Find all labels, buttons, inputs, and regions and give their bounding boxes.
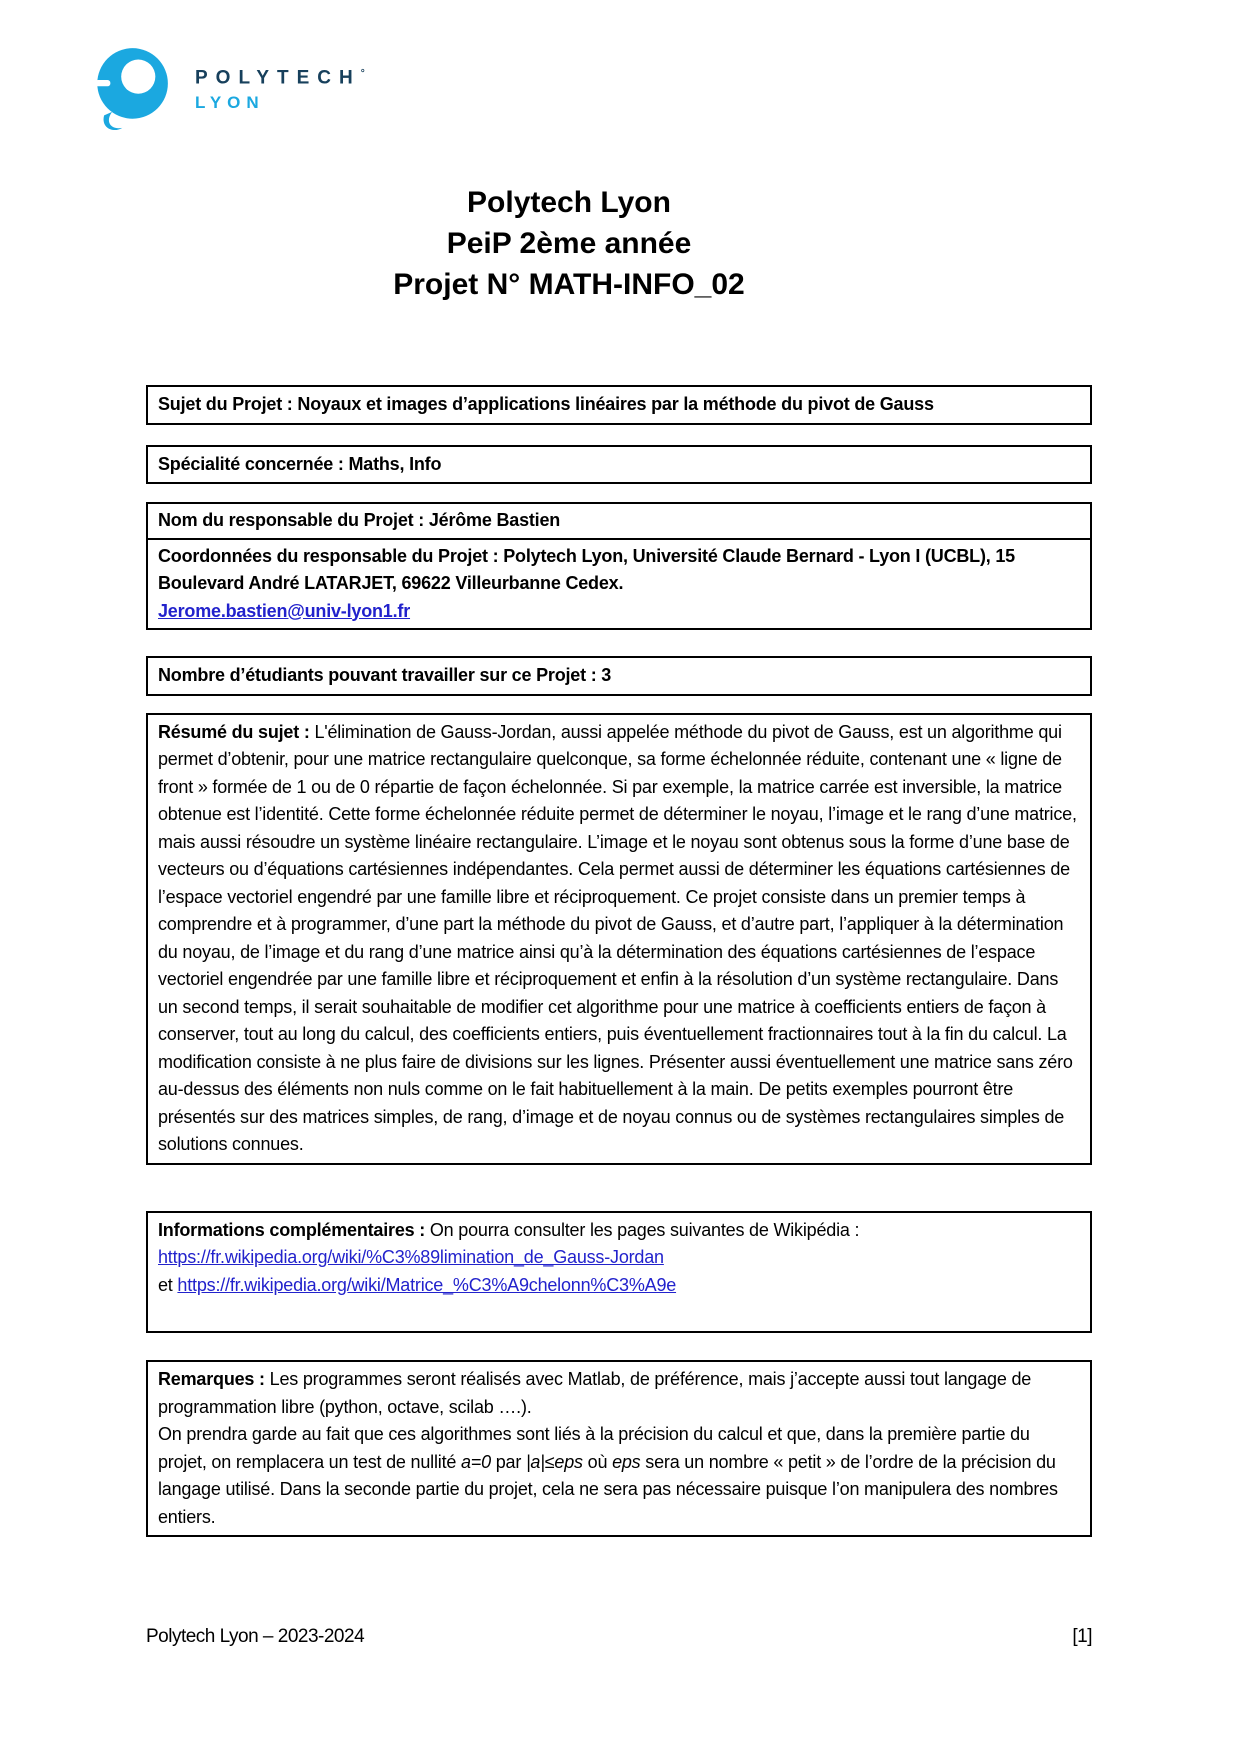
supervisor-box xyxy=(146,502,1092,630)
brand-label: POLYTECH xyxy=(195,67,361,89)
students-box xyxy=(146,656,1092,696)
brand-name xyxy=(195,63,365,89)
remarks-math-abs-eps: |a|≤eps xyxy=(525,1451,583,1472)
summary-text: L'élimination de Gauss-Jordan, aussi appelée méthode du pivot de Gauss, est un algorithme qui permet d’obtenir, pour une matrice rectangulaire quelconque, sa forme échelonnée réduite, contenant une « ligne de front » formée de 1 ou de 0 répartie de façon échelonnée. Si par exemple, la matrice carrée est inversible, la matrice obtenue est l’identité. Cette forme échelonnée réduite permet de déterminer le noyau, l’image et le rang d’une matrice, mais aussi résoudre un système linéaire rectangulaire. L’image et le noyau sont obtenus sous la forme d’une base de vecteurs ou d’équations cartésiennes indépendantes. Cela permet aussi de déterminer les équations cartésiennes de l’espace vectoriel engendré par une famille libre et réciproquement. Ce projet consiste dans un premier temps à comprendre et à programmer, d’une part la méthode du pivot de Gauss, et d’autre part, l’appliquer à la détermination du noyau, de l’image et du rang d’une matrice ainsi qu’à la détermination des équations cartésiennes de l’espace vectoriel engendrée par une famille libre et réciproquement et enfin à la résolution d’un système rectangulaire. Dans un second temps, il serait souhaitable de modifier cet algorithme pour une matrice à coefficients entiers de façon à conserver, tout au long du calcul, des coefficients entiers, puis éventuellement fractionnaires tout à la fin du calcul. La modification consiste à ne plus faire de divisions sur les lignes. Présenter aussi éventuellement une matrice sans zéro au-dessus des éléments non nuls comme on le fait habituellement à la main. De petits exemples pourront être présentés sur des matrices simples, de rang, d’image et de noyau connus ou de systèmes rectangulaires simples de solutions connues. xyxy=(158,721,1077,1154)
polytech-p-icon xyxy=(95,42,169,134)
title-line-1: Polytech Lyon xyxy=(467,186,671,219)
brand-city: LYON xyxy=(195,92,265,112)
supervisor-contact-row xyxy=(148,538,1090,629)
page-number: [1] xyxy=(1072,1626,1092,1647)
remarks-paragraph-1 xyxy=(158,1366,1080,1421)
remarks-math-eps: eps xyxy=(612,1451,641,1472)
additional-info-text: On pourra consulter les pages suivantes de Wikipédia : xyxy=(425,1219,860,1240)
remarks-box xyxy=(146,1360,1092,1537)
title-line-2: PeiP 2ème année xyxy=(446,227,692,260)
additional-info-label: Informations complémentaires : xyxy=(158,1219,426,1240)
supervisor-contact: Coordonnées du responsable du Projet : Polytech Lyon, Université Claude Bernard - Lyon I (UCBL), 15 Boulevard André LATARJET, 69622 Villeurbanne Cedex. xyxy=(158,545,1015,593)
document-title xyxy=(146,182,992,305)
remarks-text-2c: où xyxy=(582,1451,613,1472)
additional-info-box xyxy=(146,1211,1092,1334)
wikipedia-link-2[interactable]: https://fr.wikipedia.org/wiki/Matrice_%C3%A9chelonn%C3%A9e xyxy=(177,1274,677,1295)
summary-label: Résumé du sujet : xyxy=(158,721,310,742)
subject-text: Sujet du Projet : Noyaux et images d’applications linéaires par la méthode du pivot de Gauss xyxy=(158,394,934,414)
registered-mark: ° xyxy=(360,68,365,80)
remarks-text-2d: sera un nombre « petit » de l’ordre de la précision du langage utilisé. Dans la seconde partie du projet, cela ne sera pas nécessaire puisque l’on manipulera des nombres entiers. xyxy=(158,1451,1058,1527)
remarks-text-2b: par xyxy=(490,1451,526,1472)
subject-box xyxy=(146,385,1092,425)
additional-info-et: et xyxy=(158,1274,178,1295)
remarks-text-1: Les programmes seront réalisés avec Matlab, de préférence, mais j’accepte aussi tout langage de programmation libre (python, octave, scilab ….). xyxy=(158,1369,1032,1417)
remarks-text-2a: On prendra garde au fait que ces algorithmes sont liés à la précision du calcul et que, dans la première partie du projet, on remplacera un test de nullité xyxy=(158,1424,1030,1472)
wikipedia-link-1[interactable]: https://fr.wikipedia.org/wiki/%C3%89limination_de_Gauss-Jordan xyxy=(158,1247,664,1267)
remarks-label: Remarques : xyxy=(158,1369,265,1389)
students-text: Nombre d’étudiants pouvant travailler sur ce Projet : 3 xyxy=(158,665,612,685)
polytech-logo xyxy=(95,0,1241,134)
supervisor-name-row xyxy=(148,504,1090,538)
remarks-math-a0: a=0 xyxy=(460,1451,491,1472)
remarks-paragraph-2 xyxy=(158,1421,1080,1531)
footer-left: Polytech Lyon – 2023-2024 xyxy=(146,1626,365,1647)
additional-info-intro xyxy=(158,1217,1080,1245)
document-content xyxy=(146,182,1092,1537)
polytech-logo-text xyxy=(195,63,365,112)
supervisor-email-link[interactable]: Jerome.bastien@univ-lyon1.fr xyxy=(158,600,411,621)
page-footer xyxy=(146,1626,1092,1648)
summary-box xyxy=(146,713,1092,1165)
supervisor-name: Nom du responsable du Projet : Jérôme Bastien xyxy=(158,510,561,530)
specialty-text: Spécialité concernée : Maths, Info xyxy=(158,453,442,474)
specialty-box xyxy=(146,445,1092,485)
title-line-3: Projet N° MATH-INFO_02 xyxy=(393,268,745,301)
